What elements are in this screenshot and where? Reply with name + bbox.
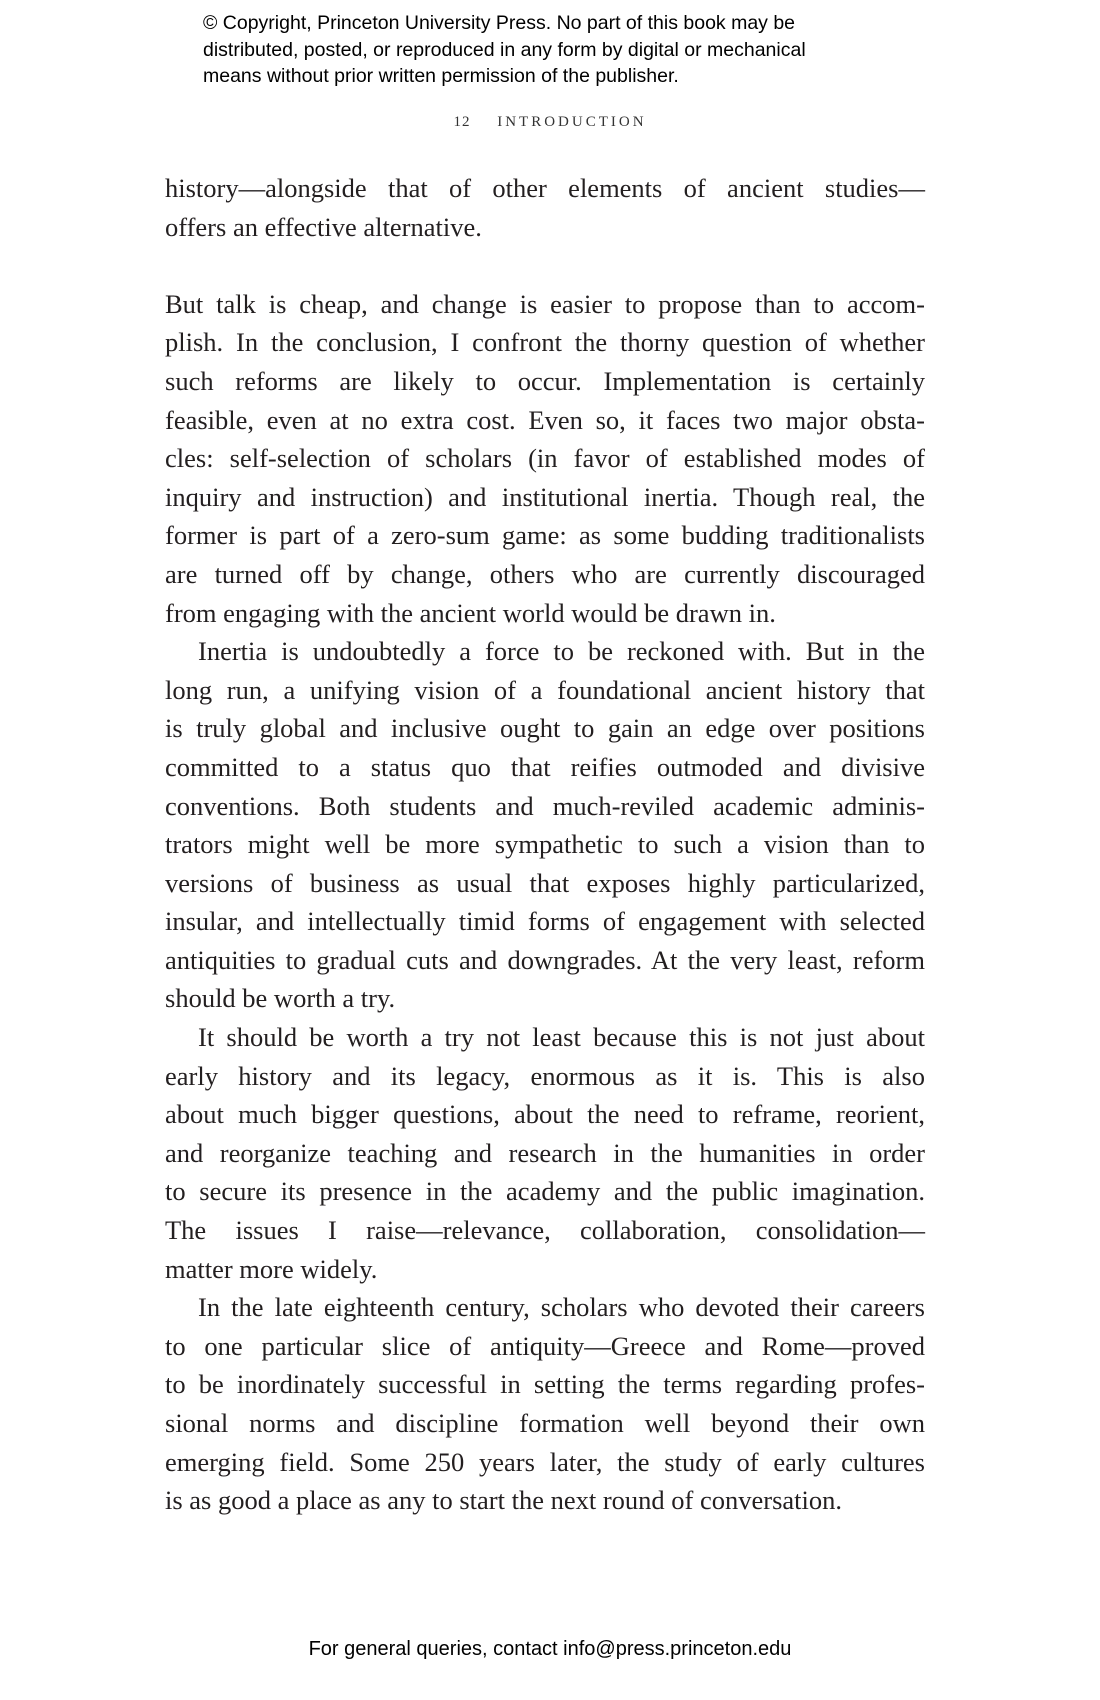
text-line: In the late eighteenth century, scholars who devoted their careers [198, 1292, 925, 1323]
text-line: feasible, even at no extra cost. Even so, it faces two major obsta- [165, 404, 925, 435]
text-line: should be worth a try. [165, 983, 396, 1014]
text-line: conventions. Both students and much-reviled academic adminis- [165, 790, 925, 821]
text-line: early history and its legacy, enormous as it is. This is also [165, 1060, 925, 1091]
paragraph-gap [165, 246, 925, 285]
paragraph [165, 285, 925, 632]
text-line: But talk is cheap, and change is easier to propose than to accom- [165, 288, 925, 319]
copyright-line: means without prior written permission of the publisher. [203, 65, 679, 87]
text-line: emerging field. Some 250 years later, the study of early cultures [165, 1446, 925, 1477]
text-line: such reforms are likely to occur. Implementation is certainly [165, 365, 925, 396]
page-number: 12 [453, 114, 471, 130]
body-text [165, 169, 925, 1520]
text-line: trators might well be more sympathetic to such a vision than to [165, 829, 925, 860]
paragraph [165, 632, 925, 1018]
text-line: offers an effective alternative. [165, 211, 482, 242]
text-line: former is part of a zero-sum game: as some budding traditionalists [165, 520, 925, 551]
text-line: is truly global and inclusive ought to gain an edge over positions [165, 713, 925, 744]
text-line: antiquities to gradual cuts and downgrades. At the very least, reform [165, 944, 925, 975]
text-line: insular, and intellectually timid forms of engagement with selected [165, 906, 925, 937]
text-line: are turned off by change, others who are currently discouraged [165, 558, 925, 589]
paragraph [165, 1288, 925, 1520]
text-line: matter more widely. [165, 1253, 378, 1284]
text-line: long run, a unifying vision of a foundational ancient history that [165, 674, 925, 705]
copyright-line: © Copyright, Princeton University Press. No part of this book may be [203, 12, 796, 34]
text-line: The issues I raise—relevance, collaboration, consolidation— [165, 1215, 925, 1246]
copyright-line: distributed, posted, or reproduced in any form by digital or mechanical [203, 38, 806, 61]
text-line: It should be worth a try not least because this is not just about [198, 1022, 925, 1053]
copyright-notice [203, 10, 806, 90]
text-line: to one particular slice of antiquity—Greece and Rome—proved [165, 1330, 925, 1361]
text-line: cles: self-selection of scholars (in favor of established modes of [165, 443, 925, 474]
text-line: from engaging with the ancient world would be drawn in. [165, 597, 776, 628]
text-line: to secure its presence in the academy and the public imagination. [165, 1176, 925, 1207]
footer-contact: For general queries, contact info@press.princeton.edu [308, 1638, 792, 1660]
text-line: inquiry and instruction) and institutional inertia. Though real, the [165, 481, 925, 512]
text-line: about much bigger questions, about the need to reframe, reorient, [165, 1099, 925, 1130]
text-line: to be inordinately successful in setting the terms regarding profes- [165, 1369, 925, 1400]
text-line: Inertia is undoubtedly a force to be reckoned with. But in the [198, 636, 925, 667]
paragraph [165, 1018, 925, 1288]
running-head [0, 114, 1100, 131]
paragraph [165, 169, 925, 246]
text-line: versions of business as usual that exposes highly particularized, [165, 867, 925, 898]
text-line: plish. In the conclusion, I confront the thorny question of whether [165, 327, 925, 358]
chapter-title: INTRODUCTION [497, 114, 647, 130]
text-line: and reorganize teaching and research in the humanities in order [165, 1137, 925, 1168]
text-line: committed to a status quo that reifies outmoded and divisive [165, 751, 925, 782]
text-line: sional norms and discipline formation well beyond their own [165, 1408, 925, 1438]
text-line: history—alongside that of other elements of ancient studies— [165, 173, 925, 203]
text-line: is as good a place as any to start the next round of conversation. [165, 1485, 843, 1516]
